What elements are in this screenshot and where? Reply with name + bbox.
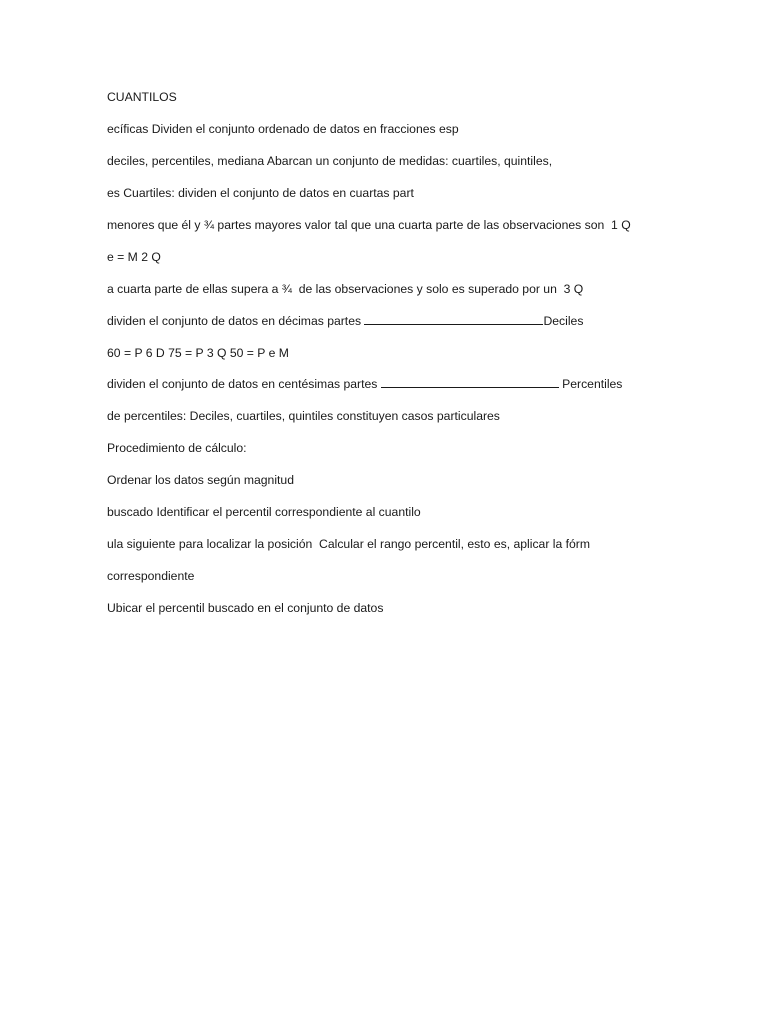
text-line-7: de percentiles: Deciles, cuartiles, quintiles constituyen casos particulares [107,409,500,423]
text-line-9: Ordenar los datos según magnitud [107,473,294,487]
text-line-5: e = M 2 Q [107,250,161,264]
deciles-rule-line [364,324,543,325]
text-line-8: Procedimiento de cálculo: [107,441,247,455]
percentiles-term: Percentiles [558,377,623,391]
text-line-4: menores que él y ¾ partes mayores valor tal que una cuarta parte de las observaciones son 1 Q [107,218,631,232]
text-line-11: ula siguiente para localizar la posición Calcular el rango percentil, esto es, aplicar la fórm [107,537,591,551]
percentiles-rule-line [381,387,559,388]
text-line-1: ecíficas Dividen el conjunto ordenado de datos en fracciones esp [107,122,459,136]
deciles-term: Deciles [543,314,584,328]
formula-line: 60 = P 6 D 75 = P 3 Q 50 = P e M [107,346,289,360]
text-line-13: Ubicar el percentil buscado en el conjunto de datos [107,601,384,615]
deciles-definition [107,313,583,329]
deciles-definition-text: dividen el conjunto de datos en décimas partes [107,314,365,328]
document-title: CUANTILOS [107,90,177,104]
text-line-12: correspondiente [107,569,195,583]
percentiles-definition [107,376,622,392]
text-line-6: a cuarta parte de ellas supera a ¾ de las observaciones y solo es superado por un 3 Q [107,282,584,296]
text-line-3: es Cuartiles: dividen el conjunto de datos en cuartas part [107,186,414,200]
text-line-2: deciles, percentiles, mediana Abarcan un conjunto de medidas: cuartiles, quintiles, [107,154,553,168]
text-line-10: buscado Identificar el percentil correspondiente al cuantilo [107,505,421,519]
percentiles-definition-text: dividen el conjunto de datos en centésimas partes [107,377,381,391]
